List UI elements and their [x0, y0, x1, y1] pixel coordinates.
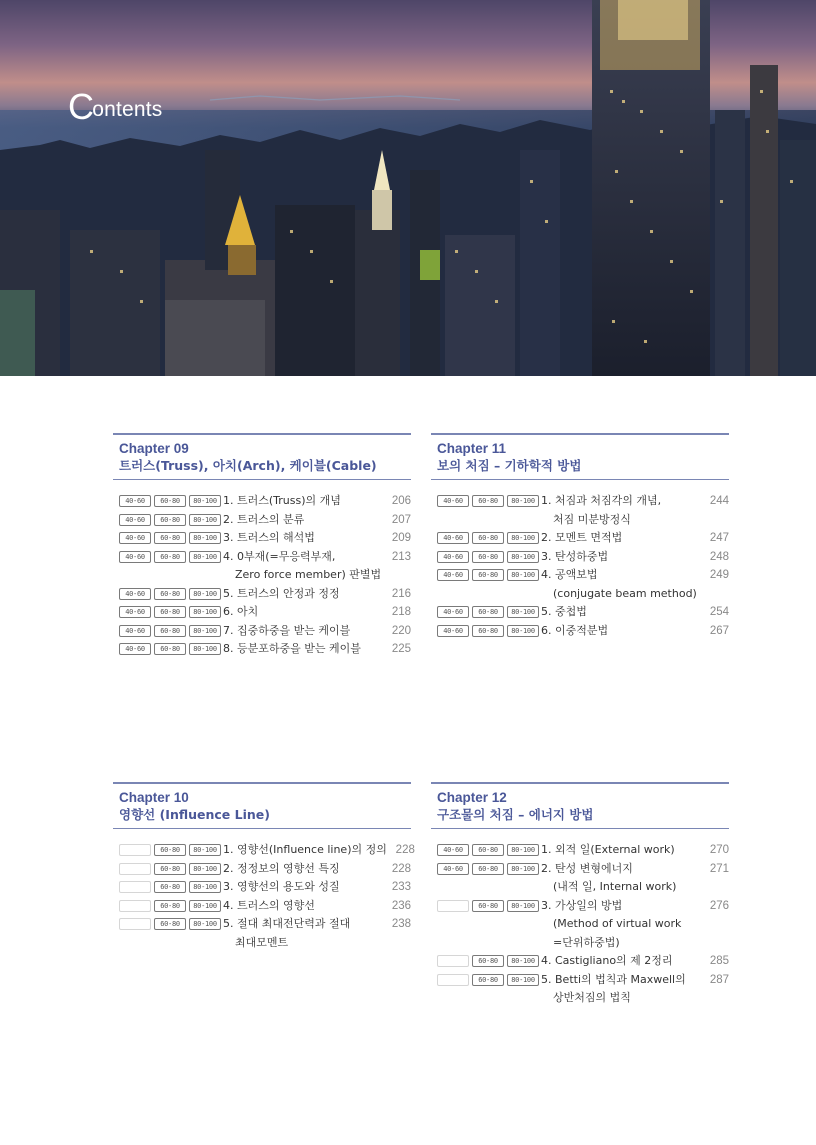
- score-range-badges: [113, 622, 223, 637]
- entry-title: 처짐과 처짐각의 개념,: [555, 494, 662, 507]
- entry-title: 정정보의 영향선 특징: [237, 861, 340, 875]
- entry-title: 아치: [237, 605, 259, 618]
- score-range-badge: 60-80: [154, 606, 186, 618]
- score-range-badges: [431, 529, 541, 544]
- entry-title: 절대 최대전단력과 절대: [237, 917, 351, 930]
- toc-entry[interactable]: [113, 511, 411, 530]
- entry-title-line: [541, 897, 701, 916]
- entry-title: 트러스(Truss)의 개념: [237, 494, 341, 507]
- entry-page-number: 216: [391, 587, 411, 600]
- entry-page-number: 228: [395, 844, 415, 856]
- score-range-badge: 60-80: [154, 625, 186, 637]
- entry-title: 집중하중을 받는 케이블: [237, 623, 351, 637]
- score-range-badge: 80-100: [507, 625, 539, 637]
- entry-number: 5.: [223, 917, 234, 930]
- entry-page-number: 249: [709, 569, 729, 581]
- entry-page-number: 287: [709, 973, 729, 986]
- entry-title: 영향선(Influence line)의 정의: [237, 843, 387, 856]
- score-range-badge: 80-100: [189, 625, 221, 637]
- score-range-badge: 80-100: [507, 495, 539, 507]
- score-range-badge: 60-80: [154, 881, 186, 893]
- score-range-badge: 60-80: [154, 495, 186, 507]
- entry-text: [541, 548, 701, 567]
- score-range-badges: [431, 860, 541, 875]
- entry-title-line: [223, 548, 383, 567]
- entry-number: 3.: [541, 549, 552, 563]
- entry-text: [223, 897, 383, 916]
- score-range-badge: 80-100: [507, 844, 539, 856]
- score-range-badges: [113, 603, 223, 618]
- entry-title-line: [541, 492, 701, 511]
- toc-entry[interactable]: [431, 897, 729, 953]
- score-range-badge: 60-80: [472, 625, 504, 637]
- entry-title: 트러스의 분류: [237, 512, 305, 526]
- entry-title-line: [541, 622, 701, 641]
- entry-number: 1.: [541, 843, 552, 856]
- entry-title-line: [223, 860, 383, 879]
- entry-title-line: [223, 622, 383, 641]
- score-range-badge: 40-60: [437, 606, 469, 618]
- entry-page-number: 248: [709, 550, 729, 563]
- score-range-badge: 60-80: [154, 844, 186, 856]
- entry-number: 2.: [541, 861, 552, 875]
- score-range-badges: [431, 971, 541, 986]
- entry-title-line: [541, 952, 701, 971]
- entry-page-number: 206: [391, 495, 411, 507]
- chapter-09-section: [113, 433, 411, 659]
- entry-title-line: [223, 492, 383, 511]
- entry-title: 모멘트 면적법: [555, 531, 623, 544]
- toc-entry[interactable]: [431, 952, 729, 971]
- score-range-badge: 60-80: [472, 900, 504, 912]
- score-range-badge: 60-80: [154, 551, 186, 563]
- entry-title-line: [541, 529, 701, 548]
- entry-title: 이중적분법: [555, 623, 609, 637]
- score-range-badges: [431, 952, 541, 967]
- score-range-badge: 40-60: [119, 625, 151, 637]
- score-range-badge: 40-60: [119, 643, 151, 655]
- entry-text: [223, 860, 383, 879]
- chapter-header: [113, 784, 411, 828]
- entry-text: [541, 529, 701, 548]
- score-range-badge: 60-80: [472, 955, 504, 967]
- entry-title: 외적 일(External work): [555, 843, 675, 856]
- score-range-badges: [113, 841, 223, 856]
- score-range-badges: [113, 492, 223, 507]
- score-range-badge: [119, 918, 151, 930]
- chapter-bottom-rule: [113, 828, 411, 829]
- score-range-badge: 60-80: [472, 606, 504, 618]
- entry-page-number: 218: [391, 606, 411, 618]
- entry-text: [223, 841, 387, 860]
- score-range-badge: 80-100: [189, 881, 221, 893]
- entry-page-number: 244: [709, 495, 729, 507]
- score-range-badge: 60-80: [154, 900, 186, 912]
- entry-text: [223, 640, 383, 659]
- score-range-badge: 80-100: [189, 918, 221, 930]
- entry-text: [223, 585, 383, 604]
- entry-page-number: 209: [391, 532, 411, 544]
- entry-text: [223, 492, 383, 511]
- score-range-badge: 40-60: [437, 863, 469, 875]
- entry-title: 영향선의 용도와 성질: [237, 880, 340, 893]
- entry-text: [541, 897, 701, 953]
- chapter-bottom-rule: [431, 828, 729, 829]
- entry-number: 4.: [541, 954, 552, 967]
- score-range-badges: [431, 603, 541, 618]
- entry-number: 8.: [223, 642, 234, 655]
- score-range-badges: [431, 566, 541, 581]
- entry-title-line: [223, 603, 383, 622]
- entry-page-number: 276: [709, 899, 729, 912]
- entry-number: 1.: [223, 494, 234, 507]
- entry-title-continued: (Method of virtual work: [553, 917, 682, 930]
- score-range-badge: 80-100: [507, 551, 539, 563]
- entry-number: 3.: [541, 898, 552, 912]
- score-range-badge: 40-60: [437, 532, 469, 544]
- entry-page-number: 207: [391, 513, 411, 526]
- chapter-bottom-rule: [113, 479, 411, 480]
- contents-title: [68, 86, 163, 128]
- score-range-badge: 80-100: [507, 606, 539, 618]
- score-range-badges: [431, 622, 541, 637]
- toc-entry[interactable]: [113, 897, 411, 916]
- score-range-badges: [431, 841, 541, 856]
- chapter-12-section: [431, 782, 729, 1008]
- entry-title: Betti의 법칙과 Maxwell의: [555, 972, 686, 986]
- score-range-badge: 80-100: [189, 844, 221, 856]
- score-range-badge: 60-80: [154, 588, 186, 600]
- entry-title: 가상일의 방법: [555, 898, 623, 912]
- entry-title: 탄성 변형에너지: [555, 861, 633, 875]
- score-range-badge: 60-80: [154, 514, 186, 526]
- score-range-badges: [113, 860, 223, 875]
- score-range-badge: 40-60: [437, 569, 469, 581]
- toc-entry[interactable]: [431, 603, 729, 622]
- score-range-badge: [119, 900, 151, 912]
- entry-title-continued: (conjugate beam method): [553, 586, 697, 600]
- toc-entry[interactable]: [431, 529, 729, 548]
- chapter-entry-list: [113, 492, 411, 659]
- entry-title: Castigliano의 제 2정리: [555, 954, 673, 967]
- chapter-number: Chapter 10: [119, 790, 189, 805]
- entry-title-line: [223, 640, 383, 659]
- toc-entry[interactable]: [113, 915, 411, 952]
- entry-title-line: [541, 860, 701, 879]
- chapter-bottom-rule: [431, 479, 729, 480]
- entry-number: 1.: [541, 494, 552, 507]
- entry-page-number: 220: [391, 624, 411, 637]
- entry-title-continued-2: =단위하중법): [553, 935, 620, 949]
- entry-title: 중첩법: [555, 605, 587, 618]
- entry-title-line: [223, 878, 383, 897]
- score-range-badge: 60-80: [472, 532, 504, 544]
- score-range-badge: 40-60: [119, 532, 151, 544]
- score-range-badges: [113, 915, 223, 930]
- score-range-badge: [119, 844, 151, 856]
- score-range-badge: 80-100: [189, 588, 221, 600]
- entry-number: 3.: [223, 531, 234, 544]
- toc-entry[interactable]: [113, 640, 411, 659]
- entry-number: 6.: [223, 605, 234, 618]
- entry-page-number: 247: [709, 532, 729, 544]
- score-range-badge: 60-80: [154, 863, 186, 875]
- score-range-badges: [113, 585, 223, 600]
- score-range-badge: 60-80: [472, 844, 504, 856]
- entry-text: [541, 566, 701, 603]
- score-range-badges: [431, 548, 541, 563]
- score-range-badge: 40-60: [437, 551, 469, 563]
- score-range-badges: [113, 897, 223, 912]
- entry-text: [541, 860, 701, 897]
- entry-number: 3.: [223, 880, 234, 893]
- chapter-10-section: [113, 782, 415, 952]
- score-range-badges: [431, 897, 541, 912]
- score-range-badge: 80-100: [189, 606, 221, 618]
- entry-text: [223, 915, 383, 952]
- entry-text: [223, 622, 383, 641]
- entry-number: 4.: [541, 568, 552, 581]
- entry-text: [223, 548, 383, 585]
- chapter-header: [431, 435, 729, 479]
- toc-entry[interactable]: [431, 566, 729, 603]
- entry-number: 5.: [541, 605, 552, 618]
- score-range-badge: 80-100: [507, 532, 539, 544]
- score-range-badge: 40-60: [119, 495, 151, 507]
- entry-title: 탄성하중법: [555, 549, 609, 563]
- chapter-title: 보의 처짐 – 기하학적 방법: [437, 458, 582, 473]
- score-range-badge: 40-60: [437, 625, 469, 637]
- entry-text: [223, 603, 383, 622]
- entry-title-line: [223, 511, 383, 530]
- score-range-badge: 80-100: [507, 569, 539, 581]
- entry-text: [223, 529, 383, 548]
- score-range-badge: 80-100: [507, 955, 539, 967]
- score-range-badge: 40-60: [437, 495, 469, 507]
- chapter-title: 트러스(Truss), 아치(Arch), 케이블(Cable): [119, 458, 377, 473]
- score-range-badge: 60-80: [472, 495, 504, 507]
- entry-page-number: 285: [709, 955, 729, 967]
- toc-entry[interactable]: [431, 492, 729, 529]
- entry-title-line: [223, 897, 383, 916]
- entry-page-number: 267: [709, 624, 729, 637]
- entry-text: [223, 511, 383, 530]
- score-range-badges: [113, 878, 223, 893]
- score-range-badge: 60-80: [472, 551, 504, 563]
- toc-entry[interactable]: [113, 529, 411, 548]
- entry-title-continued: Zero force member) 판별법: [235, 568, 382, 581]
- score-range-badge: 80-100: [189, 900, 221, 912]
- entry-number: 7.: [223, 623, 234, 637]
- toc-entry[interactable]: [431, 622, 729, 641]
- chapter-title: 구조물의 처짐 – 에너지 방법: [437, 807, 594, 822]
- entry-title-line: [541, 566, 701, 585]
- entry-title: 등분포하중을 받는 케이블: [237, 642, 361, 655]
- contents-title-initial: C: [68, 86, 95, 127]
- toc-entry[interactable]: [113, 622, 411, 641]
- score-range-badge: 80-100: [189, 532, 221, 544]
- entry-title-continued: 상반처짐의 법칙: [553, 991, 631, 1004]
- toc-entry[interactable]: [431, 860, 729, 897]
- entry-text: [541, 492, 701, 529]
- entry-number: 6.: [541, 623, 552, 637]
- score-range-badge: 60-80: [154, 532, 186, 544]
- score-range-badge: 60-80: [154, 918, 186, 930]
- entry-number: 2.: [223, 512, 234, 526]
- entry-page-number: 254: [709, 606, 729, 618]
- chapter-entry-list: [113, 841, 415, 952]
- city-skyline-illustration: [0, 0, 816, 376]
- entry-title-line: [541, 841, 701, 860]
- entry-text: [541, 971, 701, 1008]
- entry-title-line: [541, 971, 701, 990]
- entry-page-number: 213: [391, 550, 411, 563]
- score-range-badge: 80-100: [189, 495, 221, 507]
- entry-title-line: [223, 915, 383, 934]
- entry-page-number: 233: [391, 881, 411, 893]
- entry-page-number: 271: [709, 862, 729, 875]
- entry-text: [541, 622, 701, 641]
- entry-number: 1.: [223, 843, 234, 856]
- entry-title-line: [541, 548, 701, 567]
- entry-text: [541, 841, 701, 860]
- score-range-badge: [437, 974, 469, 986]
- score-range-badge: 80-100: [507, 974, 539, 986]
- score-range-badge: [119, 881, 151, 893]
- entry-text: [541, 952, 701, 971]
- entry-title: 트러스의 해석법: [237, 531, 315, 544]
- score-range-badge: 80-100: [189, 643, 221, 655]
- toc-entry[interactable]: [113, 548, 411, 585]
- score-range-badge: 60-80: [472, 863, 504, 875]
- entry-title-line: [223, 841, 387, 860]
- entry-title-line: [541, 603, 701, 622]
- entry-page-number: 228: [391, 862, 411, 875]
- score-range-badge: [437, 955, 469, 967]
- chapter-number: Chapter 09: [119, 441, 189, 456]
- entry-title-continued: (내적 일, Internal work): [553, 880, 677, 893]
- score-range-badge: 80-100: [507, 900, 539, 912]
- score-range-badges: [113, 511, 223, 526]
- entry-number: 5.: [223, 586, 234, 600]
- entry-text: [541, 603, 701, 622]
- entry-page-number: 236: [391, 899, 411, 912]
- chapter-entry-list: [431, 492, 729, 640]
- score-range-badge: [437, 900, 469, 912]
- entry-page-number: 270: [709, 844, 729, 856]
- score-range-badge: 80-100: [189, 551, 221, 563]
- score-range-badges: [431, 492, 541, 507]
- entry-text: [223, 878, 383, 897]
- toc-entry[interactable]: [113, 585, 411, 604]
- score-range-badge: [119, 863, 151, 875]
- chapter-number: Chapter 11: [437, 441, 507, 456]
- chapter-header: [113, 435, 411, 479]
- entry-title-line: [223, 529, 383, 548]
- entry-number: 2.: [223, 861, 234, 875]
- score-range-badges: [113, 548, 223, 563]
- chapter-entry-list: [431, 841, 729, 1008]
- entry-number: 4.: [223, 549, 234, 563]
- score-range-badge: 80-100: [507, 863, 539, 875]
- score-range-badge: 60-80: [154, 643, 186, 655]
- entry-page-number: 225: [391, 643, 411, 655]
- score-range-badge: 60-80: [472, 974, 504, 986]
- hero-cityscape-image: [0, 0, 816, 376]
- score-range-badges: [113, 640, 223, 655]
- score-range-badge: 40-60: [437, 844, 469, 856]
- entry-page-number: 238: [391, 918, 411, 930]
- toc-entry[interactable]: [431, 548, 729, 567]
- contents-title-rest: ontents: [92, 98, 163, 121]
- entry-title-continued: 최대모멘트: [235, 935, 289, 949]
- score-range-badge: 60-80: [472, 569, 504, 581]
- entry-title: 트러스의 안정과 정정: [237, 586, 340, 600]
- score-range-badge: 40-60: [119, 551, 151, 563]
- chapter-title: 영향선 (Influence Line): [119, 807, 270, 822]
- entry-number: 5.: [541, 972, 552, 986]
- entry-title: 공액보법: [555, 568, 598, 581]
- chapter-11-section: [431, 433, 729, 640]
- score-range-badge: 80-100: [189, 514, 221, 526]
- entry-title: 트러스의 영향선: [237, 898, 315, 912]
- toc-entry[interactable]: [113, 841, 415, 860]
- score-range-badge: 40-60: [119, 514, 151, 526]
- chapter-number: Chapter 12: [437, 790, 507, 805]
- score-range-badges: [113, 529, 223, 544]
- score-range-badge: 40-60: [119, 606, 151, 618]
- toc-entry[interactable]: [113, 492, 411, 511]
- toc-entry[interactable]: [113, 878, 411, 897]
- toc-entry[interactable]: [113, 603, 411, 622]
- chapter-header: [431, 784, 729, 828]
- entry-title-line: [223, 585, 383, 604]
- entry-title-continued: 처짐 미분방정식: [553, 512, 631, 526]
- toc-entry[interactable]: [113, 860, 411, 879]
- toc-entry[interactable]: [431, 841, 729, 860]
- entry-number: 2.: [541, 531, 552, 544]
- score-range-badge: 80-100: [189, 863, 221, 875]
- toc-entry[interactable]: [431, 971, 729, 1008]
- entry-number: 4.: [223, 898, 234, 912]
- entry-title: 0부재(=무응력부재,: [237, 549, 336, 563]
- score-range-badge: 40-60: [119, 588, 151, 600]
